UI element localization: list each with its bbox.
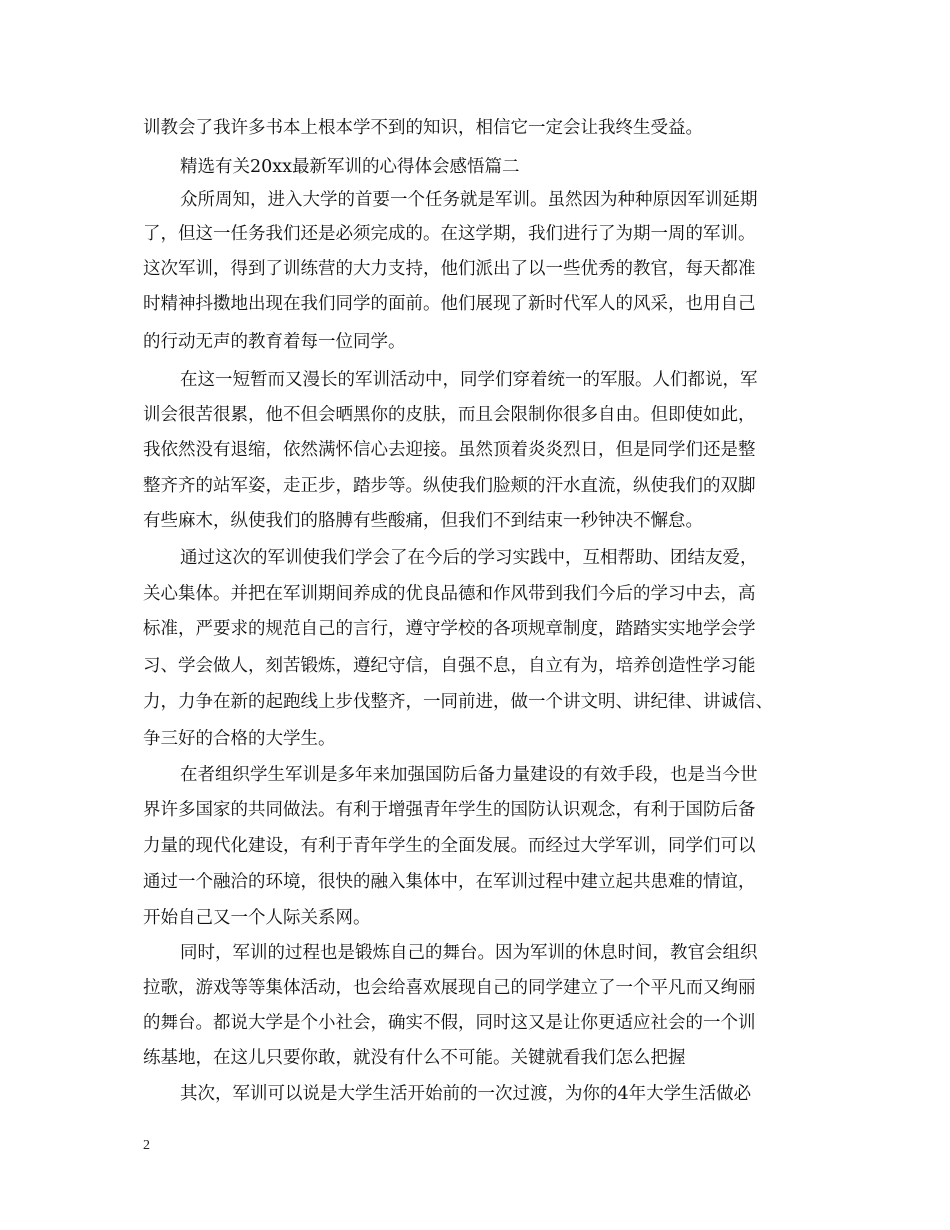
text-line: 练基地，在这儿只要你敢，就没有什么不可能。关键就看我们怎么把握 (143, 1048, 686, 1068)
text-line: 训会很苦很累，他不但会晒黑你的皮肤，而且会限制你很多自由。但即使如此， (143, 405, 756, 425)
text-line: 众所周知，进入大学的首要一个任务就是军训。虽然因为种种原因军训延期 (180, 190, 758, 210)
text-line: 在这一短暂而又漫长的军训活动中，同学们穿着统一的军服。人们都说，军 (180, 370, 758, 390)
text-line: 力量的现代化建设，有利于青年学生的全面发展。而经过大学军训，同学们可以 (143, 836, 756, 856)
text-line: 力，力争在新的起跑线上步伐整齐，一同前进，做一个讲文明、讲纪律、讲诚信、 (143, 692, 773, 712)
text-line: 通过这次的军训使我们学会了在今后的学习实践中，互相帮助、团结友爱， (180, 548, 758, 568)
text-line: 训教会了我许多书本上根本学不到的知识，相信它一定会让我终生受益。 (143, 118, 703, 138)
text-line: 整齐齐的站军姿，走正步，踏步等。纵使我们脸颊的汗水直流，纵使我们的双脚 (143, 476, 756, 496)
text-line: 这次军训，得到了训练营的大力支持，他们派出了以一些优秀的教官，每天都准 (143, 259, 756, 279)
text-line: 开始自己又一个人际关系网。 (143, 908, 371, 928)
text-line: 拉歌，游戏等等集体活动，也会给喜欢展现自己的同学建立了一个平凡而又绚丽 (143, 978, 756, 998)
text-line: 我依然没有退缩，依然满怀信心去迎接。虽然顶着炎炎烈日，但是同学们还是整 (143, 440, 756, 460)
text-line: 界许多国家的共同做法。有利于增强青年学生的国防认识观念，有利于国防后备 (143, 800, 756, 820)
text-line: 争三好的合格的大学生。 (143, 729, 336, 749)
section-heading: 精选有关20xx最新军训的心得体会感悟篇二 (180, 157, 520, 177)
text-line: 标准，严要求的规范自己的言行，遵守学校的各项规章制度，踏踏实实地学会学 (143, 619, 756, 639)
text-line: 有些麻木，纵使我们的胳膊有些酸痛，但我们不到结束一秒钟决不懈怠。 (143, 511, 703, 531)
text-line: 关心集体。并把在军训期间养成的优良品德和作风带到我们今后的学习中去，高 (143, 584, 756, 604)
text-line: 时精神抖擞地出现在我们同学的面前。他们展现了新时代军人的风采，也用自己 (143, 294, 756, 314)
text-line: 在者组织学生军训是多年来加强国防后备力量建设的有效手段，也是当今世 (180, 765, 758, 785)
text-line: 通过一个融洽的环境，很快的融入集体中，在军训过程中建立起共患难的情谊， (143, 872, 756, 892)
text-line: 的行动无声的教育着每一位同学。 (143, 332, 406, 352)
text-line: 的舞台。都说大学是个小社会，确实不假，同时这又是让你更适应社会的一个训 (143, 1013, 756, 1033)
page-number: 2 (143, 1138, 150, 1153)
text-line: 其次，军训可以说是大学生活开始前的一次过渡，为你的4年大学生活做必 (180, 1084, 752, 1104)
text-line: 习、学会做人，刻苦锻炼，遵纪守信，自强不息，自立有为，培养创造性学习能 (143, 656, 756, 676)
text-line: 了，但这一任务我们还是必须完成的。在这学期，我们进行了为期一周的军训。 (143, 224, 756, 244)
text-line: 同时，军训的过程也是锻炼自己的舞台。因为军训的休息时间，教官会组织 (180, 943, 758, 963)
